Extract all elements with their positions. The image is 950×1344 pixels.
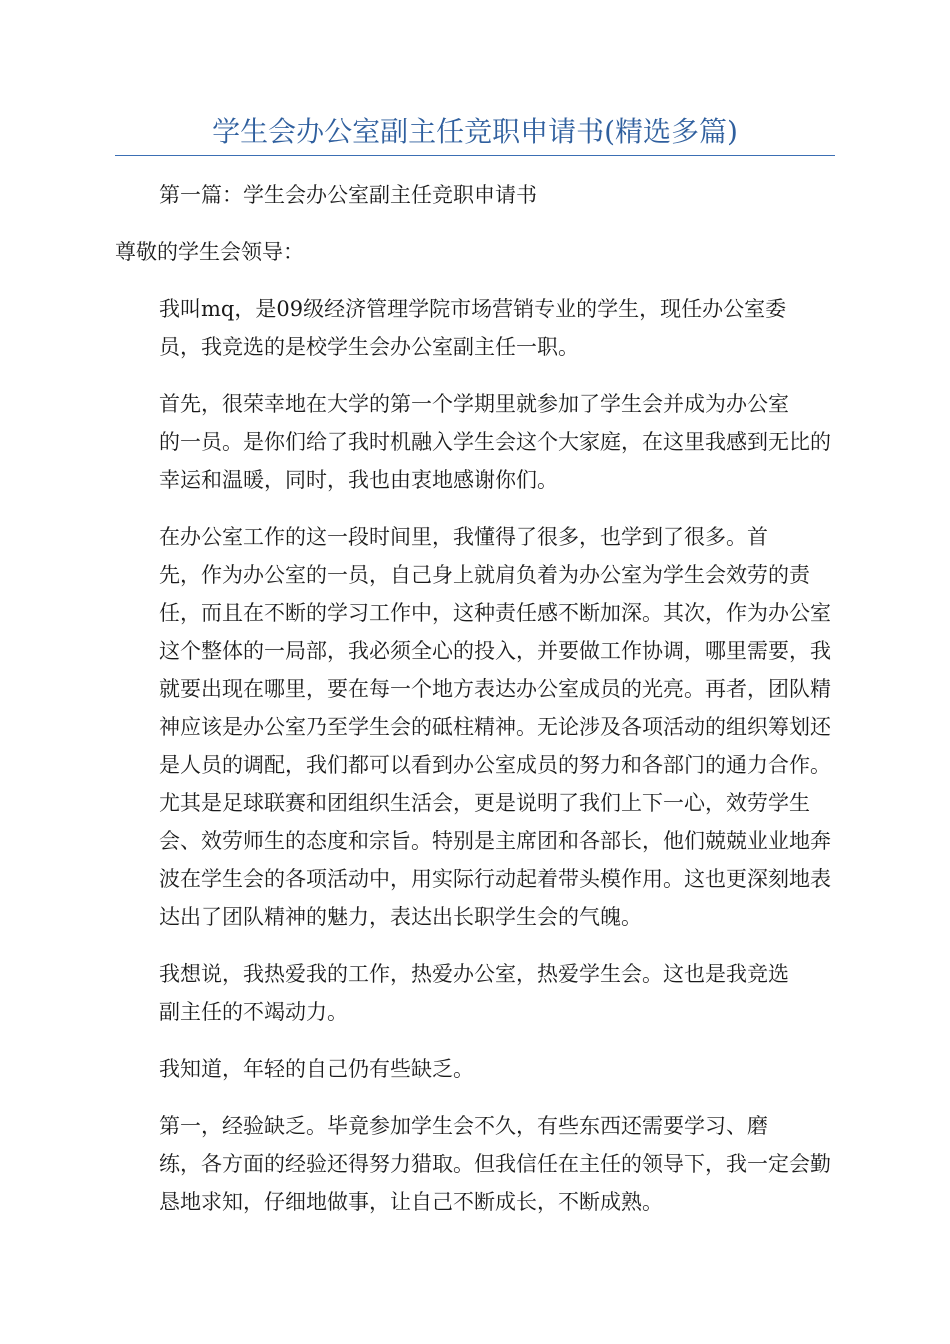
paragraph-line: 任，而且在不断的学习工作中，这种责任感不断加深。其次，作为办公室 — [159, 601, 831, 625]
paragraph-line: 员，我竞选的是校学生会办公室副主任一职。 — [159, 335, 579, 359]
paragraph-line: 就要出现在哪里，要在每一个地方表达办公室成员的光亮。再者，团队精 — [159, 677, 831, 701]
paragraph-line: 尤其是足球联赛和团组织生活会，更是说明了我们上下一心，效劳学生 — [159, 791, 810, 815]
paragraph-line: 练，各方面的经验还得努力猎取。但我信任在主任的领导下，我一定会勤 — [159, 1152, 831, 1176]
paragraph — [115, 1050, 835, 1088]
paragraph-line: 幸运和温暖，同时，我也由衷地感谢你们。 — [159, 468, 558, 492]
paragraph-line: 我知道，年轻的自己仍有些缺乏。 — [159, 1057, 474, 1081]
paragraph-line: 先，作为办公室的一员，自己身上就肩负着为办公室为学生会效劳的责 — [159, 563, 810, 587]
document-body — [115, 176, 835, 1240]
document-title: 学生会办公室副主任竞职申请书(精选多篇) — [212, 115, 738, 148]
paragraph-line: 首先，很荣幸地在大学的第一个学期里就参加了学生会并成为办公室 — [159, 392, 789, 416]
paragraph-line: 恳地求知，仔细地做事，让自己不断成长，不断成熟。 — [159, 1190, 663, 1214]
paragraph-line: 第一，经验缺乏。毕竟参加学生会不久，有些东西还需要学习、磨 — [159, 1114, 768, 1138]
paragraph-line: 的一员。是你们给了我时机融入学生会这个大家庭，在这里我感到无比的 — [159, 430, 831, 454]
paragraph-line: 达出了团队精神的魅力，表达出长职学生会的气魄。 — [159, 905, 642, 929]
paragraph — [115, 1107, 835, 1221]
paragraph-line: 是人员的调配，我们都可以看到办公室成员的努力和各部门的通力合作。 — [159, 753, 831, 777]
paragraph — [115, 955, 835, 1031]
paragraph — [115, 233, 835, 271]
paragraph — [115, 176, 835, 214]
paragraph — [115, 290, 835, 366]
paragraph-line: 副主任的不竭动力。 — [159, 1000, 348, 1024]
paragraph-line: 尊敬的学生会领导： — [115, 240, 304, 264]
paragraph-line: 这个整体的一局部，我必须全心的投入，并要做工作协调，哪里需要，我 — [159, 639, 831, 663]
paragraph-line: 神应该是办公室乃至学生会的砥柱精神。无论涉及各项活动的组织筹划还 — [159, 715, 831, 739]
paragraph-line: 波在学生会的各项活动中，用实际行动起着带头模作用。这也更深刻地表 — [159, 867, 831, 891]
paragraph-line: 我想说，我热爱我的工作，热爱办公室，热爱学生会。这也是我竞选 — [159, 962, 789, 986]
paragraph — [115, 385, 835, 499]
paragraph-line: 在办公室工作的这一段时间里，我懂得了很多，也学到了很多。首 — [159, 525, 768, 549]
paragraph-line: 会、效劳师生的态度和宗旨。特别是主席团和各部长，他们兢兢业业地奔 — [159, 829, 831, 853]
paragraph-line: 我叫mq，是09级经济管理学院市场营销专业的学生，现任办公室委 — [159, 297, 787, 321]
paragraph — [115, 518, 835, 936]
paragraph-line: 第一篇：学生会办公室副主任竞职申请书 — [159, 183, 537, 207]
title-underline — [115, 155, 835, 156]
